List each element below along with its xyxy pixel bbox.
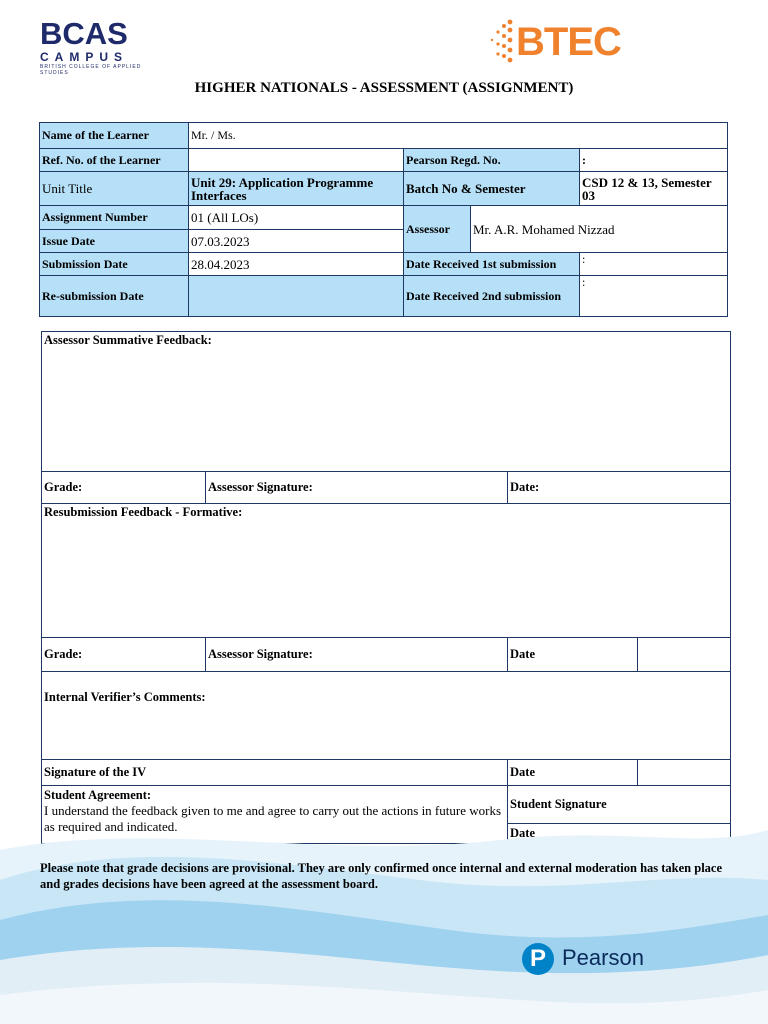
- resubmission-feedback-box[interactable]: Resubmission Feedback - Formative:: [42, 504, 731, 638]
- ref-label: Ref. No. of the Learner: [40, 149, 189, 172]
- pearson-p-icon: P: [522, 943, 554, 975]
- date-label-2: Date: [508, 638, 638, 672]
- page-title: HIGHER NATIONALS - ASSESSMENT (ASSIGNMENT): [194, 80, 574, 96]
- pearson-logo-text: Pearson: [562, 945, 644, 970]
- unit-title-value: Unit 29: Application Programme Interfaces: [189, 172, 404, 206]
- assessor-label: Assessor: [404, 206, 471, 253]
- bcas-subtitle: BRITISH COLLEGE OF APPLIED STUDIES: [40, 64, 142, 76]
- summative-feedback-box[interactable]: Assessor Summative Feedback:: [42, 332, 731, 472]
- received-2nd-label: Date Received 2nd submission: [404, 276, 580, 317]
- assessor-signature-label-2: Assessor Signature:: [206, 638, 508, 672]
- feedback-table: [41, 331, 731, 844]
- name-label: Name of the Learner: [40, 123, 189, 149]
- bcas-campus-text: CAMPUS: [40, 50, 129, 64]
- resubmission-date-label: Re-submission Date: [40, 276, 189, 317]
- iv-date-value[interactable]: [638, 760, 731, 786]
- provisional-grade-note: Please note that grade decisions are provisional. They are only confirmed once internal and external moderation has taken place and grades decisions have been agreed at the assessment board.: [40, 861, 723, 891]
- batch-label: Batch No & Semester: [404, 172, 580, 206]
- assignment-number-value: 01 (All LOs): [189, 206, 404, 230]
- student-agreement-title: Student Agreement:: [44, 788, 152, 802]
- bcas-logo: [40, 16, 150, 80]
- student-date-label: Date: [508, 824, 731, 844]
- pearson-regd-value: :: [580, 149, 728, 172]
- student-signature-label: Student Signature: [508, 786, 731, 824]
- btec-logo: [486, 14, 646, 70]
- bcas-logo-text: BCAS: [40, 16, 128, 51]
- date-value-2[interactable]: [638, 638, 731, 672]
- iv-comments-box[interactable]: Internal Verifier’s Comments:: [42, 672, 731, 760]
- btec-dots-icon: [486, 18, 516, 68]
- date-label: Date:: [508, 472, 731, 504]
- received-1st-value: :: [580, 253, 728, 276]
- learner-details-table: [39, 122, 728, 317]
- pearson-logo: [522, 943, 652, 979]
- wave-background: [0, 820, 768, 1024]
- grade-label: Grade:: [42, 472, 206, 504]
- assessor-signature-label: Assessor Signature:: [206, 472, 508, 504]
- iv-signature-label: Signature of the IV: [42, 760, 508, 786]
- pearson-regd-label: Pearson Regd. No.: [404, 149, 580, 172]
- submission-date-label: Submission Date: [40, 253, 189, 276]
- submission-date-value: 28.04.2023: [189, 253, 404, 276]
- resubmission-date-value: [189, 276, 404, 317]
- student-agreement-text: I understand the feedback given to me and agree to carry out the actions in future works as required and indicated.: [44, 803, 501, 834]
- grade-label-2: Grade:: [42, 638, 206, 672]
- received-2nd-value: :: [580, 276, 728, 317]
- iv-date-label: Date: [508, 760, 638, 786]
- unit-title-label: Unit Title: [40, 172, 189, 206]
- name-value: Mr. / Ms.: [189, 123, 728, 149]
- assignment-number-label: Assignment Number: [40, 206, 189, 230]
- issue-date-label: Issue Date: [40, 230, 189, 253]
- btec-logo-text: BTEC: [516, 20, 621, 64]
- issue-date-value: 07.03.2023: [189, 230, 404, 253]
- ref-value: [189, 149, 404, 172]
- batch-value: CSD 12 & 13, Semester 03: [580, 172, 728, 206]
- received-1st-label: Date Received 1st submission: [404, 253, 580, 276]
- assessor-value: Mr. A.R. Mohamed Nizzad: [471, 206, 728, 253]
